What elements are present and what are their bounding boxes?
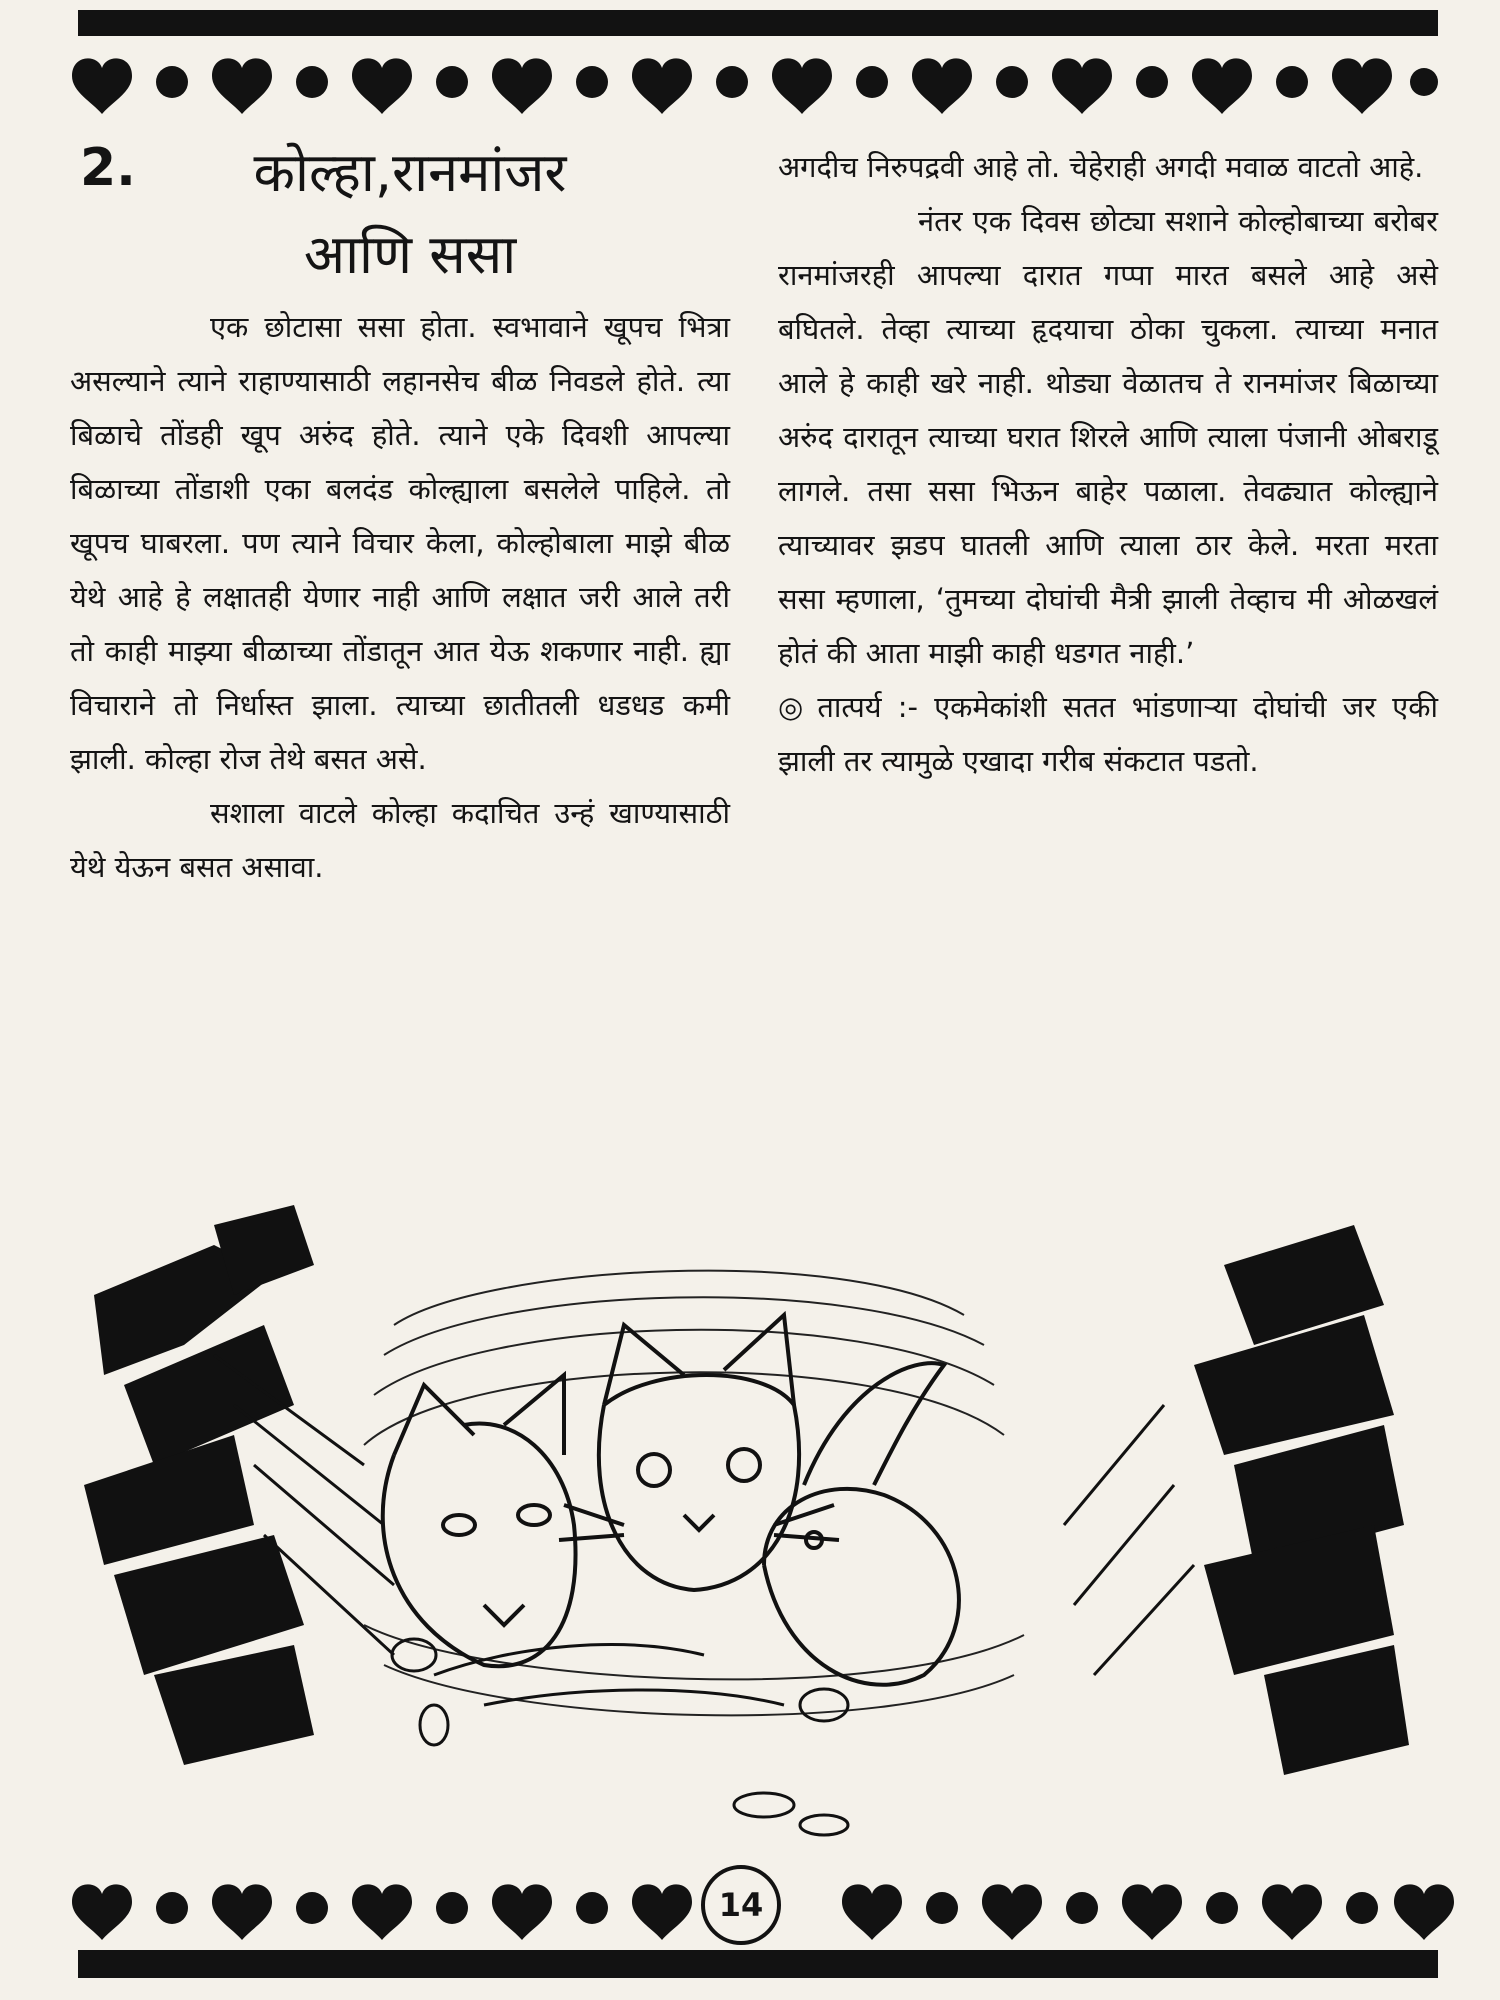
story-number: 2.	[80, 138, 136, 198]
moral-text: तात्पर्य :- एकमेकांशी सतत भांडणाऱ्या दोघांची जर एकी झाली तर त्यामुळे एखादा गरीब संकटात पडतो.	[778, 690, 1438, 778]
left-column	[70, 300, 730, 894]
story-title-line1: कोल्हा,रानमांजर	[253, 141, 567, 204]
story-title	[200, 132, 620, 296]
fox-cat-rabbit-illustration	[64, 1205, 1454, 1875]
left-paragraph-1: एक छोटासा ससा होता. स्वभावाने खूपच भित्रा असल्याने त्याने राहाण्यासाठी लहानसेच बीळ निवडले होते. त्या बिळाचे तोंडही खूप अरुंद होते. त्याने एके दिवशी आपल्या बिळाच्या तोंडाशी एका बलदंड कोल्ह्याला बसलेले पाहिले. तो खूपच घाबरला. पण त्याने विचार केला, कोल्होबाला माझे बीळ येथे आहे हे लक्षातही येणार नाही आणि लक्षात जरी आले तरी तो काही माझ्या बीळाच्या तोंडातून आत येऊ शकणार नाही. ह्या विचाराने तो निर्धास्त झाला. त्याच्या छातीतली धडधड कमी झाली. कोल्हा रोज तेथे बसत असे.	[70, 310, 730, 776]
right-paragraph-1: अगदीच निरुपद्रवी आहे तो. चेहेराही अगदी मवाळ वाटतो आहे.	[778, 150, 1424, 184]
page-number: 14	[718, 1886, 764, 1924]
right-column	[778, 140, 1438, 788]
moral-paragraph	[778, 680, 1438, 788]
story-title-line2: आणि ससा	[303, 223, 517, 286]
top-rule	[78, 10, 1438, 36]
left-paragraph-2: सशाला वाटले कोल्हा कदाचित उन्हं खाण्यासाठी येथे येऊन बसत असावा.	[70, 796, 730, 884]
top-heart-dot-border	[64, 42, 1454, 122]
page-number-badge	[698, 1862, 784, 1948]
bottom-rule	[78, 1950, 1438, 1978]
right-paragraph-2: नंतर एक दिवस छोट्या सशाने कोल्होबाच्या बरोबर रानमांजरही आपल्या दारात गप्पा मारत बसले आहे असे बघितले. तेव्हा त्याच्या हृदयाचा ठोका चुकला. त्याच्या मनात आले हे काही खरे नाही. थोड्या वेळातच ते रानमांजर बिळाच्या अरुंद दारातून त्याच्या घरात शिरले आणि त्याला पंजानी ओबराडू लागले. तसा ससा भिऊन बाहेर पळाला. तेवढ्यात कोल्ह्याने त्याच्यावर झडप घातली आणि त्याला ठार केले. मरता मरता ससा म्हणाला, ‘तुमच्या दोघांची मैत्री झाली तेव्हाच मी ओळखलं होतं की आता माझी काही धडगत नाही.’	[778, 204, 1438, 670]
bullseye-icon: ◎	[778, 690, 804, 724]
